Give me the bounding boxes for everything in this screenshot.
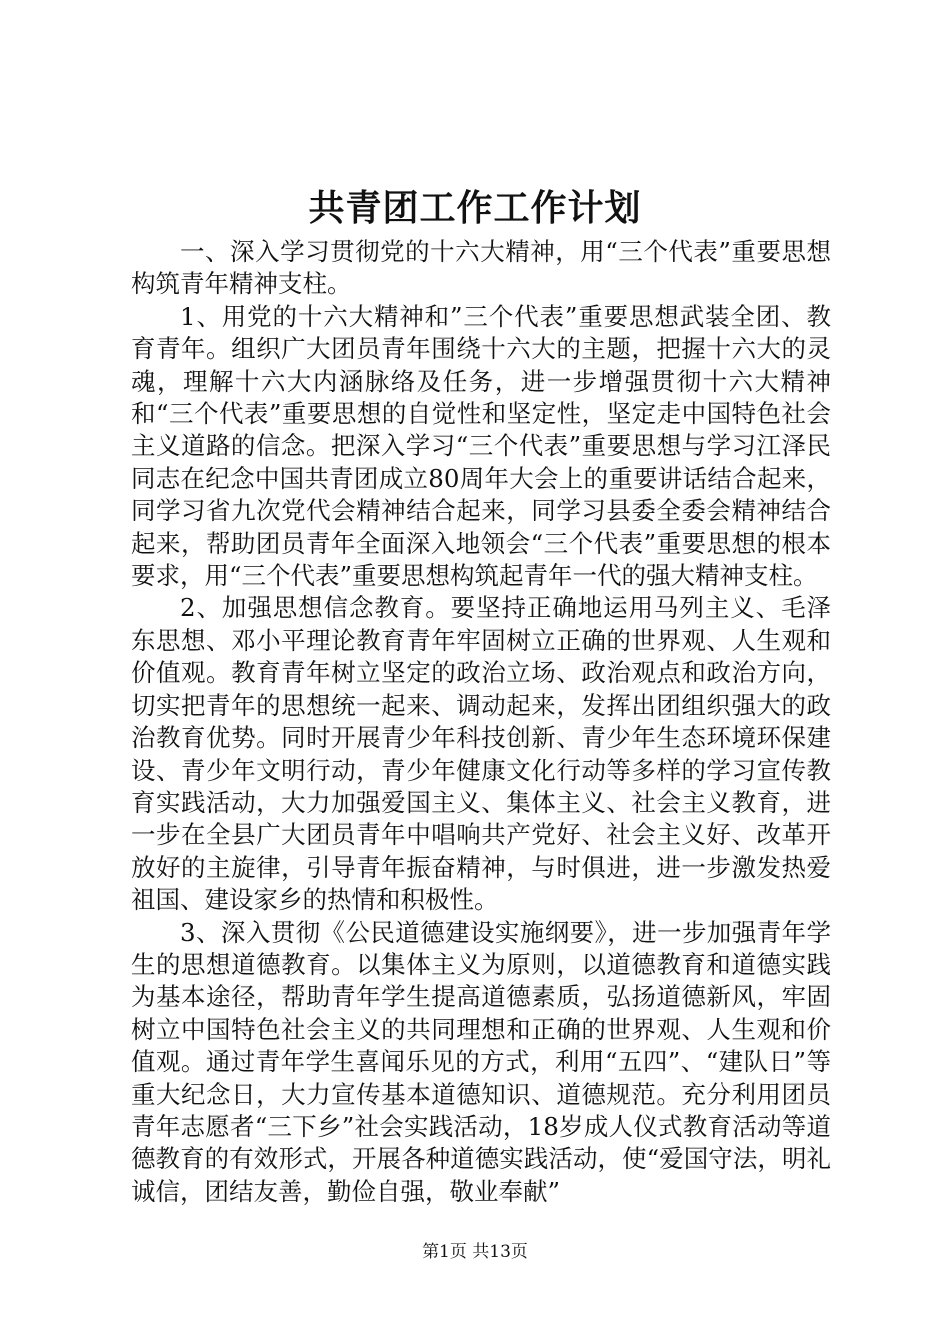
- body-paragraph: 1、用党的十六大精神和”三个代表”重要思想武装全团、教育青年。组织广大团员青年围绕十六大的主题，把握十六大的灵魂，理解十六大内涵脉络及任务，进一步增强贯彻十六大精神和“三个代表”重要思想的自觉性和坚定性，坚定走中国特色社会主义道路的信念。把深入学习“三个代表”重要思想与学习江泽民同志在纪念中国共青团成立80周年大会上的重要讲话结合起来，同学习省九次党代会精神结合起来，同学习县委全委会精神结合起来，帮助团员青年全面深入地领会“三个代表”重要思想的根本要求，用“三个代表”重要思想构筑起青年一代的强大精神支柱。: [131, 301, 831, 591]
- body-paragraph: 3、深入贯彻《公民道德建设实施纲要》，进一步加强青年学生的思想道德教育。以集体主义为原则，以道德教育和道德实践为基本途径，帮助青年学生提高道德素质，弘扬道德新风，牢固树立中国特色社会主义的共同理想和正确的世界观、人生观和价值观。通过青年学生喜闻乐见的方式，利用“五四”、“建队日”等重大纪念日，大力宣传基本道德知识、道德规范。充分利用团员青年志愿者“三下乡”社会实践活动，18岁成人仪式教育活动等道德教育的有效形式，开展各种道德实践活动，使“爱国守法，明礼诚信，团结友善，勤俭自强，敬业奉献”: [131, 917, 831, 1206]
- document-title: 共青团工作工作计划: [308, 187, 642, 229]
- page-number-footer: 第1页 共13页: [422, 1242, 528, 1262]
- body-paragraph: 2、加强思想信念教育。要坚持正确地运用马列主义、毛泽东思想、邓小平理论教育青年牢固树立正确的世界观、人生观和价值观。教育青年树立坚定的政治立场、政治观点和政治方向，切实把青年的思想统一起来、调动起来，发挥出团组织强大的政治教育优势。同时开展青少年科技创新、青少年生态环境环保建设、青少年文明行动，青少年健康文化行动等多样的学习宣传教育实践活动，大力加强爱国主义、集体主义、社会主义教育，进一步在全县广大团员青年中唱响共产党好、社会主义好、改革开放好的主旋律，引导青年振奋精神，与时俱进，进一步激发热爱祖国、建设家乡的热情和积极性。: [131, 593, 831, 915]
- section-heading-paragraph: 一、深入学习贯彻党的十六大精神，用“三个代表”重要思想构筑青年精神支柱。: [131, 237, 831, 299]
- document-body: [131, 236, 831, 1208]
